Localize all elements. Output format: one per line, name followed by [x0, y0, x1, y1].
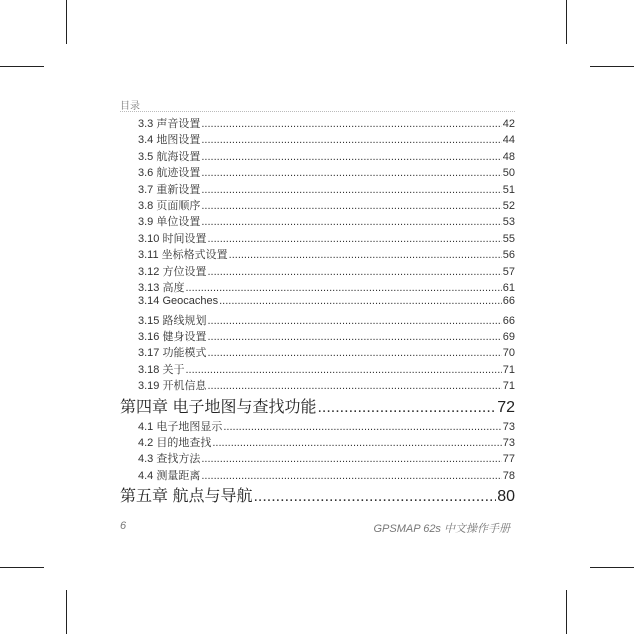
toc-entry-label: 3.12 方位设置 [138, 265, 207, 278]
toc-leader [207, 331, 501, 343]
toc-entry[interactable] [120, 197, 515, 213]
toc-entry-label: 3.19 开机信息 [138, 380, 207, 393]
crop-mark [0, 66, 44, 67]
toc-leader [207, 380, 501, 392]
toc-chapter[interactable] [120, 394, 515, 418]
toc-entry-label: 3.3 声音设置 [138, 118, 201, 130]
toc-leader [212, 437, 501, 449]
toc-leader [185, 364, 501, 376]
toc-entry-page: 50 [502, 167, 515, 180]
toc-leader [201, 200, 501, 212]
toc-entry-page: 77 [502, 453, 515, 466]
toc-entry-label: 3.8 页面顺序 [138, 199, 201, 212]
toc-leader [207, 266, 501, 278]
toc-leader [201, 118, 501, 130]
toc-leader [223, 421, 501, 433]
toc-leader [201, 470, 501, 482]
toc-entry[interactable] [120, 246, 515, 262]
toc-entry-label: 4.4 测量距离 [138, 469, 201, 482]
toc-entry[interactable] [120, 131, 515, 147]
crop-mark [590, 567, 634, 568]
crop-mark [566, 590, 567, 634]
toc-entry[interactable] [120, 279, 515, 295]
toc-entry-label: 3.7 重新设置 [138, 183, 201, 196]
toc-entry-page: 73 [502, 420, 515, 433]
toc-entry[interactable] [120, 230, 515, 246]
toc-leader [219, 295, 502, 307]
toc-entry[interactable] [120, 361, 515, 377]
toc-entry-page: 53 [502, 216, 515, 229]
toc-entry-page: 44 [502, 134, 515, 147]
toc-entry-label: 3.16 健身设置 [138, 331, 207, 344]
toc-leader [207, 347, 501, 359]
toc-entry-label: 3.11 坐标格式设置 [138, 249, 228, 262]
toc-leader [207, 233, 501, 245]
crop-mark [66, 590, 67, 634]
toc-entry-page: 51 [502, 183, 515, 196]
toc-entry-label: 4.3 查找方法 [138, 453, 201, 466]
toc-entry-label: 3.6 航迹设置 [138, 167, 201, 180]
toc-leader [317, 399, 496, 417]
toc-entry-page: 71 [502, 380, 515, 393]
toc-entry[interactable] [120, 328, 515, 344]
toc-entry-page: 71 [502, 363, 515, 376]
crop-mark [66, 0, 67, 44]
toc-entry-page: 66 [502, 295, 515, 308]
toc-entry[interactable] [120, 344, 515, 360]
toc-entry-page: 57 [502, 265, 515, 278]
toc-entry[interactable] [120, 434, 515, 450]
toc-chapter-label: 第四章 电子地图与查找功能 [120, 398, 317, 416]
toc-entry[interactable] [120, 181, 515, 197]
toc-entry[interactable] [120, 115, 515, 131]
toc-leader [201, 134, 501, 146]
toc-entry-label: 4.1 电子地图显示 [138, 420, 223, 433]
toc-entry-page: 48 [502, 150, 515, 163]
toc-leader [253, 488, 496, 506]
toc-entry-label: 3.13 高度 [138, 281, 185, 294]
toc-entry-page: 52 [502, 199, 515, 212]
toc-entry[interactable] [120, 164, 515, 180]
toc-leader [201, 216, 501, 228]
footer-page-number: 6 [120, 520, 127, 532]
toc-entry[interactable] [120, 377, 515, 393]
toc-entry[interactable] [120, 312, 515, 328]
toc-entry-page: 56 [502, 249, 515, 262]
toc-entry[interactable] [120, 263, 515, 279]
toc-entry-page: 78 [502, 469, 515, 482]
toc-entry-page: 73 [502, 437, 515, 450]
crop-mark [566, 0, 567, 44]
toc-entry[interactable] [120, 213, 515, 229]
toc-leader [201, 167, 501, 179]
table-of-contents [120, 115, 515, 507]
toc-leader [201, 151, 501, 163]
footer-product-title: GPSMAP 62s 中文操作手册 [373, 523, 510, 535]
toc-entry-label: 3.15 路线规划 [138, 314, 207, 327]
section-header: 目录 [120, 101, 140, 112]
toc-entry-page: 70 [502, 347, 515, 360]
toc-entry[interactable] [120, 295, 515, 311]
toc-entry[interactable] [120, 467, 515, 483]
toc-leader [185, 282, 501, 294]
toc-entry-page: 61 [502, 281, 515, 294]
toc-entry[interactable] [120, 148, 515, 164]
toc-leader [201, 453, 501, 465]
crop-mark [0, 567, 44, 568]
toc-leader [201, 184, 501, 196]
toc-entry-label: 3.18 关于 [138, 363, 185, 376]
toc-entry-page: 42 [502, 118, 515, 130]
toc-entry-label: 4.2 目的地查找 [138, 437, 212, 450]
toc-entry-label: 3.4 地图设置 [138, 134, 201, 147]
toc-entry-label: 3.14 Geocaches [138, 295, 219, 308]
toc-entry-label: 3.10 时间设置 [138, 232, 207, 245]
crop-mark [590, 66, 634, 67]
toc-entry-label: 3.9 单位设置 [138, 216, 201, 229]
toc-chapter-label: 第五章 航点与导航 [120, 488, 253, 506]
toc-chapter[interactable] [120, 483, 515, 507]
header-divider [120, 111, 515, 112]
toc-entry-label: 3.5 航海设置 [138, 150, 201, 163]
toc-leader [229, 249, 502, 261]
toc-entry-page: 66 [502, 314, 515, 327]
toc-entry[interactable] [120, 450, 515, 466]
toc-entry-page: 55 [502, 232, 515, 245]
toc-entry-page: 69 [502, 331, 515, 344]
toc-leader [207, 315, 501, 327]
toc-entry[interactable] [120, 418, 515, 434]
toc-chapter-page: 80 [497, 488, 515, 506]
toc-entry-label: 3.17 功能模式 [138, 347, 207, 360]
toc-chapter-page: 72 [497, 398, 515, 416]
